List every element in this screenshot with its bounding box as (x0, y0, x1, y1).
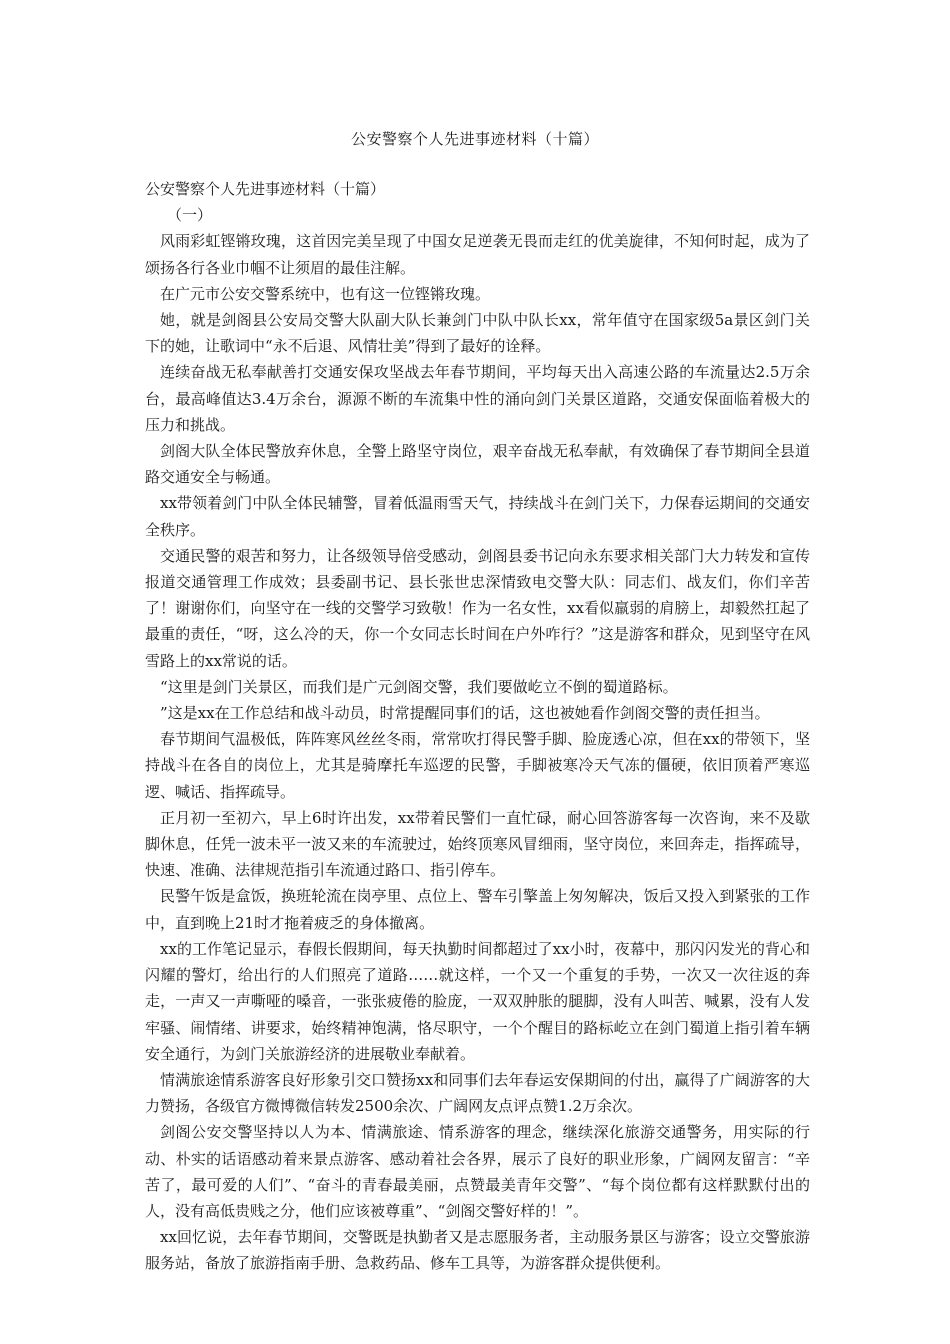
paragraph: 在广元市公安交警系统中，也有这一位铿锵玫瑰。 (160, 284, 491, 303)
paragraph: 连续奋战无私奉献善打交通安保攻坚战去年春节期间，平均每天出入高速公路的车流量达2.5万余台，最高峰值达3.4万余台，源源不断的车流集中性的涌向剑门关景区道路，交通安保面临着极大的压力和挑战。 (145, 363, 810, 434)
paragraph: xx的工作笔记显示，春假长假期间，每天执勤时间都超过了xx小时，夜幕中，那闪闪发光的背心和闪耀的警灯，给出行的人们照亮了道路……就这样，一个又一个重复的手势，一次又一次往返的奔走，一声又一声嘶哑的嗓音，一张张疲倦的脸庞，一双双肿胀的腿脚，没有人叫苦、喊累，没有人发牢骚、闹情绪、讲要求，始终精神饱满，恪尽职守，一个个醒目的路标屹立在剑门蜀道上指引着车辆安全通行，为剑门关旅游经济的进展敬业奉献着。 (145, 939, 810, 1063)
document-body (145, 176, 810, 1277)
paragraph: ”这是xx在工作总结和战斗动员，时常提醒同事们的话，这也被她看作剑阁交警的责任担当。 (160, 704, 770, 723)
paragraph: 交通民警的艰苦和努力，让各级领导倍受感动，剑阁县委书记向永东要求相关部门大力转发和宣传报道交通管理工作成效；县委副书记、县长张世忠深情致电交警大队：同志们、战友们，你们辛苦了！谢谢你们，向坚守在一线的交警学习致敬！作为一名女性，xx看似羸弱的肩膀上，却毅然扛起了最重的责任，“呀，这么冷的天，你一个女同志长时间在户外咋行？”这是游客和群众，见到坚守在风雪路上的xx常说的话。 (145, 546, 810, 670)
paragraph: xx回忆说，去年春节期间，交警既是执勤者又是志愿服务者，主动服务景区与游客；设立交警旅游服务站，备放了旅游指南手册、急救药品、修车工具等，为游客群众提供便利。 (145, 1228, 810, 1273)
document-subtitle: 公安警察个人先进事迹材料（十篇） (145, 180, 386, 198)
paragraph: “这里是剑门关景区，而我们是广元剑阁交警，我们要做屹立不倒的蜀道路标。 (160, 677, 678, 696)
paragraph: 剑阁大队全体民警放弃休息，全警上路坚守岗位，艰辛奋战无私奉献，有效确保了春节期间全县道路交通安全与畅通。 (145, 442, 810, 487)
document-title: 公安警察个人先进事迹材料（十篇） (350, 130, 599, 148)
paragraph: 春节期间气温极低，阵阵寒风丝丝冬雨，常常吹打得民警手脚、脸庞透心凉，但在xx的带领下，坚持战斗在各自的岗位上，尤其是骑摩托车巡逻的民警，手脚被寒冷天气冻的僵硬，依旧顶着严寒巡逻、喊话、指挥疏导。 (145, 730, 810, 801)
paragraph: xx带领着剑门中队全体民辅警，冒着低温雨雪天气，持续战斗在剑门关下，力保春运期间的交通安全秩序。 (145, 494, 810, 539)
paragraph: 剑阁公安交警坚持以人为本、情满旅途、情系游客的理念，继续深化旅游交通警务，用实际的行动、朴实的话语感动着来景点游客、感动着社会各界，展示了良好的职业形象，广阔网友留言：“辛苦了，最可爱的人们”、“奋斗的青春最美丽，点赞最美青年交警”、“每个岗位都有这样默默付出的人，没有高低贵贱之分，他们应该被尊重”、“剑阁交警好样的！”。 (145, 1123, 810, 1220)
paragraph: 她，就是剑阁县公安局交警大队副大队长兼剑门中队中队长xx，常年值守在国家级5a景区剑门关下的她，让歌词中“永不后退、风情壮美”得到了最好的诠释。 (145, 311, 810, 356)
paragraph: 正月初一至初六，早上6时许出发，xx带着民警们一直忙碌，耐心回答游客每一次咨询，来不及歇脚休息，任凭一波未平一波又来的车流驶过，始终顶寒风冒细雨，坚守岗位，来回奔走，指挥疏导，快速、准确、法律规范指引车流通过路口、指引停车。 (145, 808, 810, 880)
paragraph: 民警午饭是盒饭，换班轮流在岗亭里、点位上、警车引擎盖上匆匆解决，饭后又投入到紧张的工作中，直到晚上21时才拖着疲乏的身体撤离。 (145, 887, 810, 932)
paragraph: 情满旅途情系游客良好形象引交口赞扬xx和同事们去年春运安保期间的付出，赢得了广阔游客的大力赞扬，各级官方微博微信转发2500余次、广阔网友点评点赞1.2万余次。 (145, 1070, 810, 1116)
paragraph: 风雨彩虹铿锵玫瑰，这首因完美呈现了中国女足逆袭无畏而走红的优美旋律，不知何时起，成为了颂扬各行各业巾帼不让须眉的最佳注解。 (145, 232, 810, 277)
section-number: （一） (167, 206, 213, 225)
